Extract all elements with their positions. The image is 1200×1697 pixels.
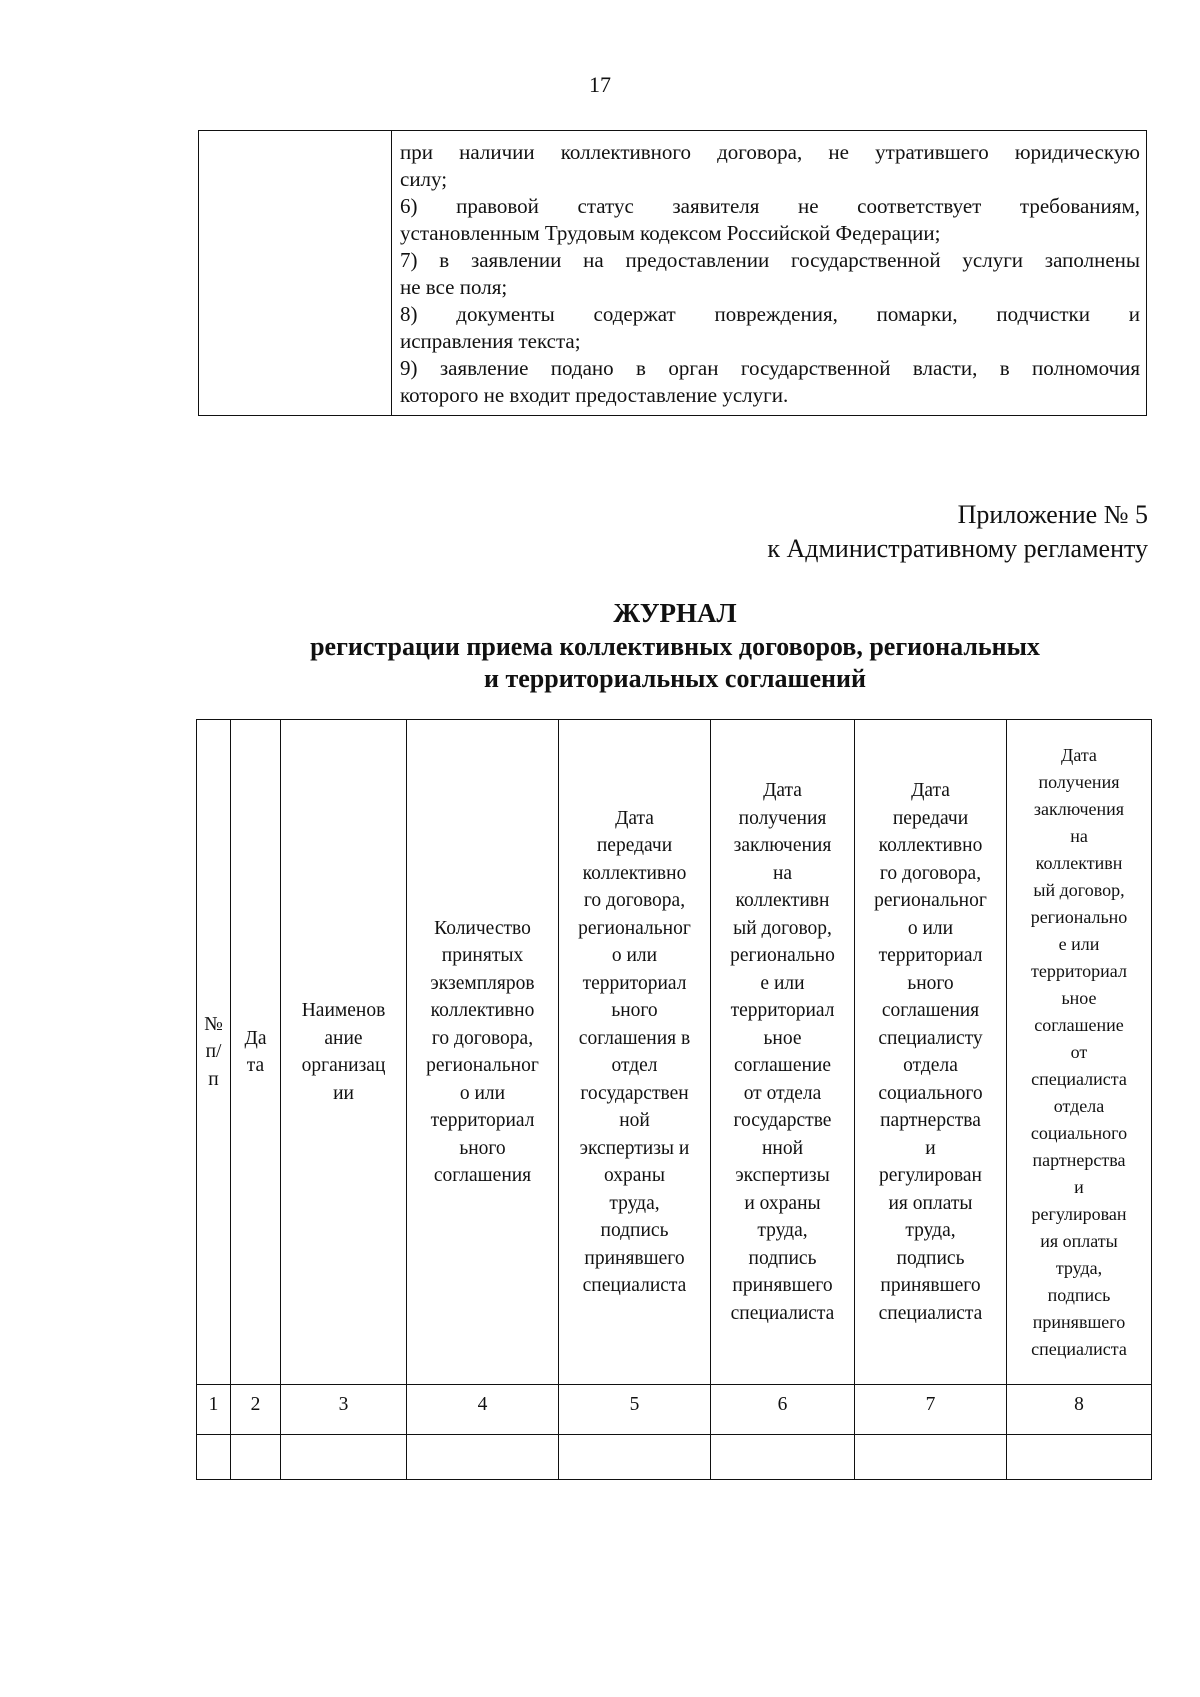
empty-cell: [559, 1435, 711, 1480]
empty-cell: [711, 1435, 855, 1480]
column-header-copies: Количество принятых экземпляров коллективно го договора, региональног о или территориал ьного соглашения: [407, 720, 559, 1385]
text-line: исправления текста;: [400, 329, 581, 353]
column-header-conclusion-partnership: Дата получения заключения на коллективн ый договор, регионально е или территориал ьное соглашение от специалиста отдела социального партнерства и регулирован ия оплаты труда, подпись принявшего специалиста: [1007, 720, 1152, 1385]
page-subtitle-line-2: и территориальных соглашений: [484, 664, 866, 693]
column-number: 6: [711, 1385, 855, 1435]
page-title: ЖУРНАЛ: [613, 598, 737, 628]
journal-table: [196, 719, 1152, 1480]
appendix-reference: к Административному регламенту: [767, 534, 1148, 563]
empty-cell: [231, 1435, 281, 1480]
header-row: [197, 720, 1152, 1385]
text-line: 7) в заявлении на предоставлении государственной услуги заполнены: [400, 248, 1140, 272]
column-header-date: Да та: [231, 720, 281, 1385]
column-header-conclusion-expertise: Дата получения заключения на коллективн ый договор, регионально е или территориал ьное соглашение от отдела государстве нной экспертизы и охраны труда, подпись принявшего специалиста: [711, 720, 855, 1385]
text-line: 9) заявление подано в орган государственной власти, в полномочия: [400, 356, 1140, 380]
appendix-number: Приложение № 5: [957, 500, 1148, 529]
column-header-transfer-expertise: Дата передачи коллективно го договора, региональног о или территориал ьного соглашения в отдел государствен ной экспертизы и охраны труда, подпись принявшего специалиста: [559, 720, 711, 1385]
column-header-number: № п/ п: [197, 720, 231, 1385]
table-row: [199, 131, 1147, 416]
empty-cell: [281, 1435, 407, 1480]
column-number: 4: [407, 1385, 559, 1435]
column-number: 3: [281, 1385, 407, 1435]
text-line: не все поля;: [400, 275, 508, 299]
empty-cell: [199, 131, 392, 416]
table-row: [197, 1435, 1152, 1480]
empty-cell: [855, 1435, 1007, 1480]
continuation-table: [198, 130, 1147, 416]
empty-cell: [1007, 1435, 1152, 1480]
text-line: при наличии коллективного договора, не утратившего юридическую: [400, 140, 1140, 164]
page-subtitle-line-1: регистрации приема коллективных договоров, региональных: [310, 632, 1040, 661]
page-number: 17: [589, 72, 611, 97]
column-header-transfer-partnership: Дата передачи коллективно го договора, региональног о или территориал ьного соглашения специалисту отдела социального партнерства и регулирован ия оплаты труда, подпись принявшего специалиста: [855, 720, 1007, 1385]
column-header-organization: Наименов ание организац ии: [281, 720, 407, 1385]
empty-cell: [407, 1435, 559, 1480]
refusal-reasons-cell: [392, 131, 1147, 416]
empty-cell: [197, 1435, 231, 1480]
text-line: 8) документы содержат повреждения, помарки, подчистки и: [400, 302, 1140, 326]
appendix-heading: [767, 498, 1148, 566]
text-line: установленным Трудовым кодексом Российской Федерации;: [400, 221, 941, 245]
column-number: 5: [559, 1385, 711, 1435]
text-line: силу;: [400, 167, 448, 191]
column-number: 2: [231, 1385, 281, 1435]
text-line: которого не входит предоставление услуги.: [400, 383, 789, 407]
column-number: 8: [1007, 1385, 1152, 1435]
journal-title: [0, 595, 1200, 695]
column-number: 7: [855, 1385, 1007, 1435]
column-number-row: [197, 1385, 1152, 1435]
text-line: 6) правовой статус заявителя не соответствует требованиям,: [400, 194, 1140, 218]
column-number: 1: [197, 1385, 231, 1435]
